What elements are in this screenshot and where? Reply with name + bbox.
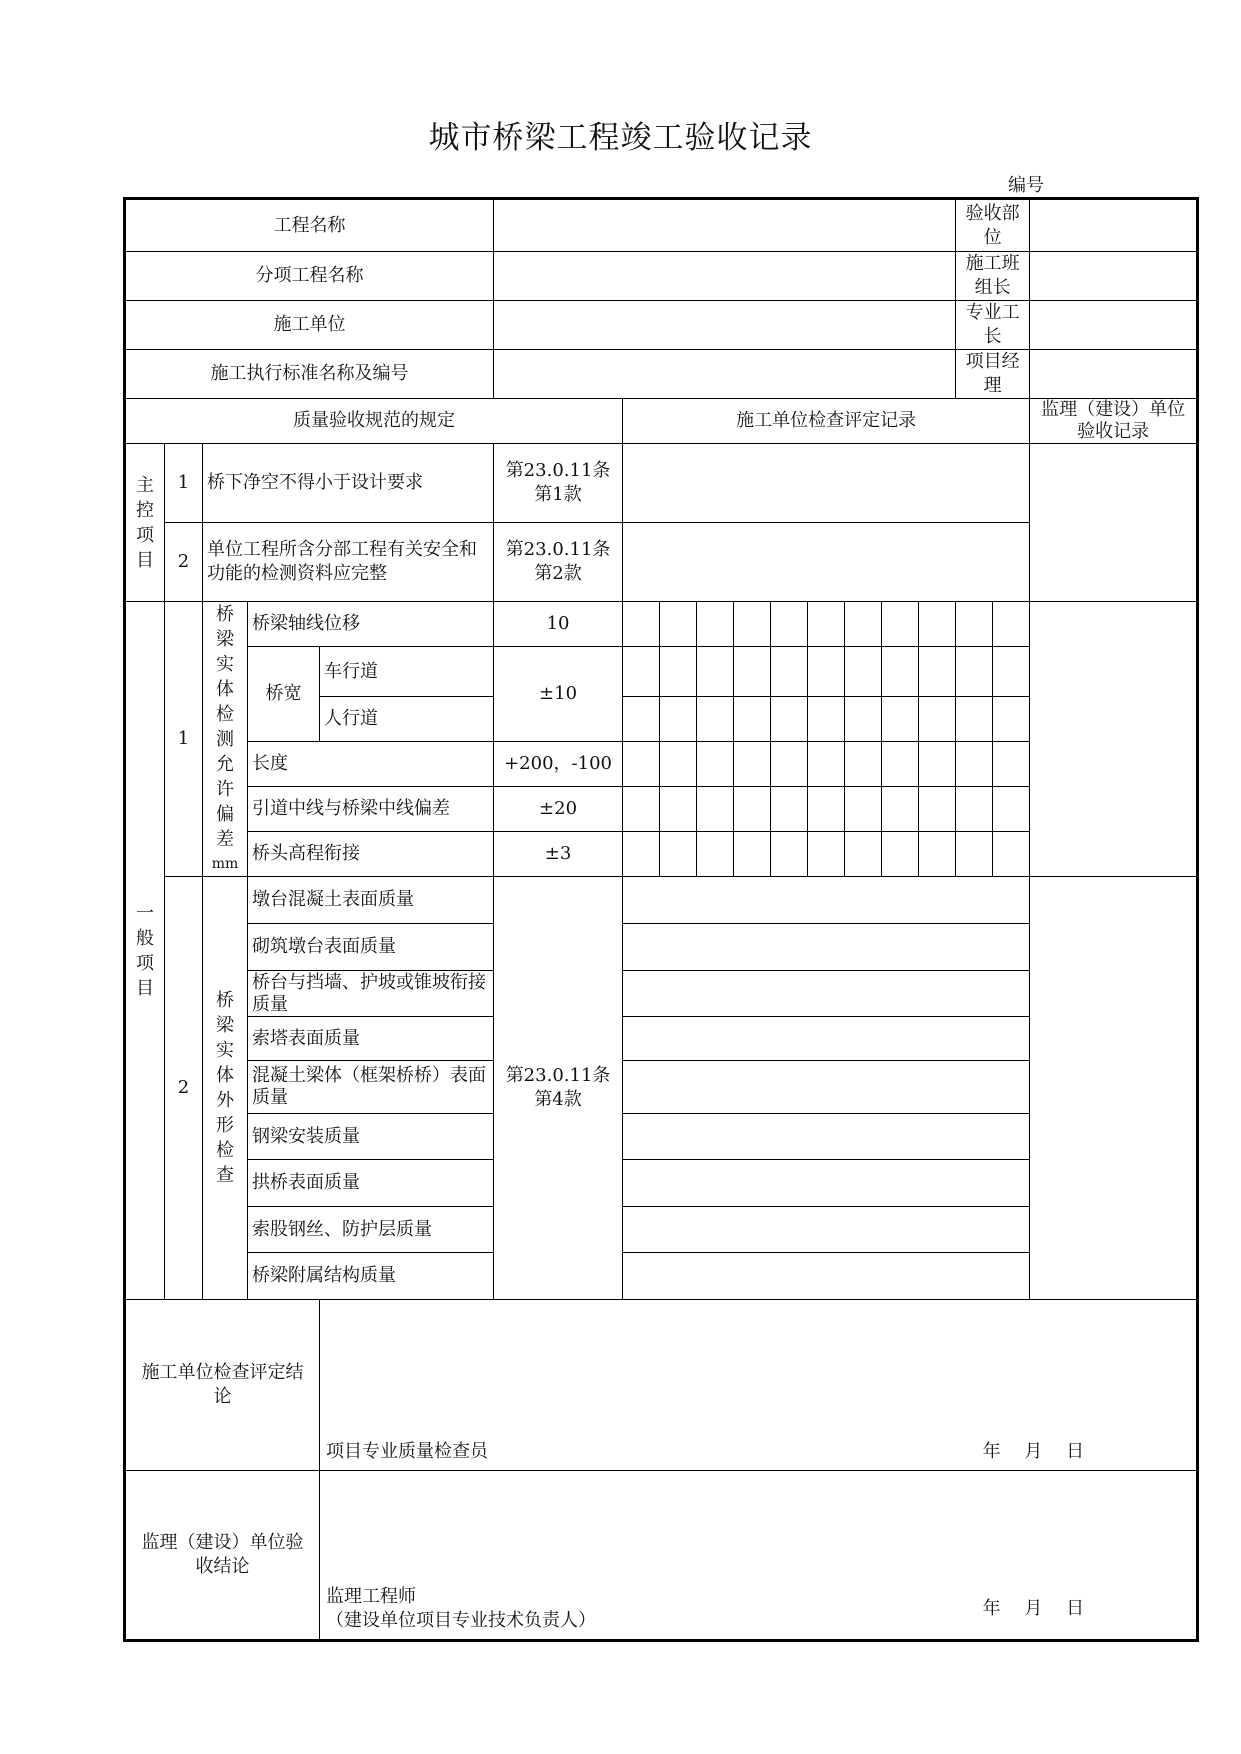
measure-cell[interactable] (993, 697, 1030, 742)
measure-cell[interactable] (882, 602, 919, 647)
engineer-note: （建设单位项目专业技术负责人） (326, 1610, 596, 1631)
measure-cell[interactable] (808, 602, 845, 647)
measure-cell[interactable] (697, 602, 734, 647)
measure-cell[interactable] (993, 602, 1030, 647)
measure-cell[interactable] (956, 832, 993, 877)
team-leader-label: 施工班组长 (956, 252, 1030, 301)
acceptance-part-field[interactable] (1030, 199, 1198, 252)
measure-cell[interactable] (919, 697, 956, 742)
measure-cell[interactable] (771, 647, 808, 697)
construction-conclusion-area[interactable] (320, 1300, 1198, 1471)
appearance-record[interactable] (623, 1253, 1030, 1300)
tolerance-value: ±3 (494, 832, 623, 877)
measure-cell[interactable] (771, 697, 808, 742)
appearance-item-text: 混凝土梁体（框架桥桥）表面质量 (248, 1061, 494, 1114)
measure-cell[interactable] (623, 697, 660, 742)
measure-cell[interactable] (808, 697, 845, 742)
supervision-conclusion-row (125, 1471, 1198, 1641)
measure-cell[interactable] (882, 697, 919, 742)
header-row-standard (125, 350, 1198, 399)
tolerance-subitem-text: 人行道 (320, 697, 494, 742)
general-label: 一般项目 (136, 902, 154, 999)
measure-cell[interactable] (660, 742, 697, 787)
group1-supervision-record[interactable] (1030, 602, 1198, 877)
appearance-record[interactable] (623, 1061, 1030, 1114)
measure-cell[interactable] (697, 742, 734, 787)
group2-label-cell (203, 877, 248, 1300)
measure-cell[interactable] (660, 832, 697, 877)
spec-column-header: 质量验收规范的规定 (125, 399, 623, 444)
measure-cell[interactable] (623, 602, 660, 647)
appearance-item-text: 钢梁安装质量 (248, 1114, 494, 1160)
measure-cell[interactable] (845, 647, 882, 697)
measure-cell[interactable] (956, 697, 993, 742)
group1-unit: mm (211, 856, 239, 872)
measure-cell[interactable] (808, 647, 845, 697)
measure-cell[interactable] (845, 602, 882, 647)
construction-date (965, 1440, 1084, 1464)
construction-conclusion-label: 施工单位检查评定结论 (125, 1300, 320, 1471)
sub-item-name-field[interactable] (494, 252, 956, 301)
measure-cell[interactable] (734, 602, 771, 647)
date-month: 月 (1024, 1441, 1043, 1462)
construction-unit-label: 施工单位 (125, 301, 494, 350)
supervision-conclusion-area[interactable] (320, 1471, 1198, 1641)
measure-cell[interactable] (734, 697, 771, 742)
standard-label: 施工执行标准名称及编号 (125, 350, 494, 399)
construction-unit-field[interactable] (494, 301, 956, 350)
page-title: 城市桥梁工程竣工验收记录 (428, 120, 813, 156)
appearance-item-text: 砌筑墩台表面质量 (248, 924, 494, 971)
date-month: 月 (1024, 1598, 1043, 1619)
date-day: 日 (1066, 1598, 1085, 1619)
appearance-record[interactable] (623, 1017, 1030, 1061)
measure-cell[interactable] (697, 832, 734, 877)
measure-cell[interactable] (623, 832, 660, 877)
measure-cell[interactable] (919, 832, 956, 877)
measure-cell[interactable] (845, 742, 882, 787)
measure-cell[interactable] (660, 787, 697, 832)
engineer-label: 监理工程师 (326, 1586, 416, 1607)
tolerance-item-text: 长度 (248, 742, 494, 787)
appearance-item-text: 拱桥表面质量 (248, 1160, 494, 1207)
measure-cell[interactable] (956, 602, 993, 647)
supervision-conclusion-label: 监理（建设）单位验收结论 (125, 1471, 320, 1641)
measure-cell[interactable] (919, 647, 956, 697)
main-control-supervision-record[interactable] (1030, 444, 1198, 602)
measure-cell[interactable] (660, 647, 697, 697)
measure-cell[interactable] (808, 832, 845, 877)
measure-cell[interactable] (882, 832, 919, 877)
measure-cell[interactable] (993, 647, 1030, 697)
measure-cell[interactable] (697, 697, 734, 742)
appearance-item-text: 墩台混凝土表面质量 (248, 877, 494, 924)
measure-cell[interactable] (993, 787, 1030, 832)
appearance-row (125, 877, 1198, 924)
main-control-record-1[interactable] (623, 444, 1030, 523)
tolerance-subitem-text: 车行道 (320, 647, 494, 697)
appearance-record[interactable] (623, 1207, 1030, 1253)
appearance-record[interactable] (623, 971, 1030, 1017)
general-label-cell (125, 602, 165, 1300)
measure-cell[interactable] (623, 742, 660, 787)
measure-cell[interactable] (623, 647, 660, 697)
group1-no: 1 (165, 602, 203, 877)
measure-cell[interactable] (845, 787, 882, 832)
group2-no: 2 (165, 877, 203, 1300)
foreman-field[interactable] (1030, 301, 1198, 350)
measure-cell[interactable] (734, 647, 771, 697)
measure-cell[interactable] (956, 787, 993, 832)
project-name-label: 工程名称 (125, 199, 494, 252)
date-year: 年 (982, 1441, 1001, 1462)
acceptance-part-label: 验收部位 (956, 199, 1030, 252)
column-header-row (125, 399, 1198, 444)
main-control-no: 2 (165, 523, 203, 602)
appearance-item-text: 桥梁附属结构质量 (248, 1253, 494, 1300)
measure-cell[interactable] (734, 742, 771, 787)
foreman-label: 专业工长 (956, 301, 1030, 350)
record-column-header: 施工单位检查评定记录 (623, 399, 1030, 444)
date-day: 日 (1066, 1441, 1085, 1462)
tolerance-value: +200，-100 (494, 742, 623, 787)
tolerance-item-text: 引道中线与桥梁中线偏差 (248, 787, 494, 832)
main-control-item-text: 桥下净空不得小于设计要求 (203, 444, 494, 523)
measure-cell[interactable] (697, 647, 734, 697)
main-control-label-cell (125, 444, 165, 602)
construction-sign-row (326, 1440, 1196, 1464)
measure-cell[interactable] (697, 787, 734, 832)
construction-conclusion-row (125, 1300, 1198, 1471)
measure-cell[interactable] (808, 742, 845, 787)
tolerance-value: 10 (494, 602, 623, 647)
appearance-item-text: 桥台与挡墙、护坡或锥坡衔接质量 (248, 971, 494, 1017)
measure-cell[interactable] (993, 832, 1030, 877)
appearance-item-text: 索塔表面质量 (248, 1017, 494, 1061)
measure-cell[interactable] (956, 647, 993, 697)
measure-cell[interactable] (660, 602, 697, 647)
measure-cell[interactable] (771, 602, 808, 647)
measure-cell[interactable] (882, 742, 919, 787)
main-control-label: 主控项目 (136, 474, 154, 571)
measure-cell[interactable] (956, 742, 993, 787)
measure-cell[interactable] (623, 787, 660, 832)
supervision-sign-row (326, 1585, 1196, 1633)
tolerance-item-text: 桥梁轴线位移 (248, 602, 494, 647)
measure-cell[interactable] (808, 787, 845, 832)
tolerance-value: ±20 (494, 787, 623, 832)
measure-cell[interactable] (919, 742, 956, 787)
project-manager-label: 项目经理 (956, 350, 1030, 399)
project-manager-field[interactable] (1030, 350, 1198, 399)
measure-cell[interactable] (993, 742, 1030, 787)
main-control-clause: 第23.0.11条第2款 (494, 523, 623, 602)
doc-number-label: 编号 (1008, 175, 1044, 196)
measure-cell[interactable] (771, 832, 808, 877)
measure-cell[interactable] (734, 787, 771, 832)
group2-clause: 第23.0.11条第4款 (494, 877, 623, 1300)
header-row-subitem (125, 252, 1198, 301)
appearance-item-text: 索股钢丝、防护层质量 (248, 1207, 494, 1253)
appearance-record[interactable] (623, 924, 1030, 971)
supervision-column-header: 监理（建设）单位验收记录 (1030, 399, 1198, 444)
tolerance-row-axis (125, 602, 1198, 647)
date-year: 年 (982, 1598, 1001, 1619)
sub-item-name-label: 分项工程名称 (125, 252, 494, 301)
project-name-field[interactable] (494, 199, 956, 252)
measure-cell[interactable] (845, 697, 882, 742)
group2-supervision-record[interactable] (1030, 877, 1198, 1300)
tolerance-item-text: 桥头高程衔接 (248, 832, 494, 877)
header-row-project (125, 199, 1198, 252)
group1-label: 桥梁实体检测允许偏差 (216, 604, 234, 850)
measure-cell[interactable] (882, 647, 919, 697)
group1-label-cell (203, 602, 248, 877)
engineer-sign (326, 1585, 596, 1633)
main-control-row-1 (125, 444, 1198, 523)
appearance-record[interactable] (623, 1160, 1030, 1207)
measure-cell[interactable] (771, 742, 808, 787)
measure-cell[interactable] (660, 697, 697, 742)
inspector-label: 项目专业质量检查员 (326, 1441, 488, 1462)
measure-cell[interactable] (734, 832, 771, 877)
measure-cell[interactable] (845, 832, 882, 877)
standard-field[interactable] (494, 350, 956, 399)
main-control-item-text: 单位工程所含分部工程有关安全和功能的检测资料应完整 (203, 523, 494, 602)
appearance-record[interactable] (623, 877, 1030, 924)
group2-label: 桥梁实体外形检查 (216, 990, 234, 1186)
acceptance-form-table (123, 197, 1199, 1642)
measure-cell[interactable] (882, 787, 919, 832)
tolerance-item-text: 桥宽 (248, 647, 320, 742)
main-control-record-2[interactable] (623, 523, 1030, 602)
main-control-no: 1 (165, 444, 203, 523)
measure-cell[interactable] (919, 787, 956, 832)
supervision-date (965, 1597, 1084, 1633)
team-leader-field[interactable] (1030, 252, 1198, 301)
header-row-unit (125, 301, 1198, 350)
tolerance-value: ±10 (494, 647, 623, 742)
appearance-record[interactable] (623, 1114, 1030, 1160)
main-control-clause: 第23.0.11条第1款 (494, 444, 623, 523)
measure-cell[interactable] (771, 787, 808, 832)
measure-cell[interactable] (919, 602, 956, 647)
